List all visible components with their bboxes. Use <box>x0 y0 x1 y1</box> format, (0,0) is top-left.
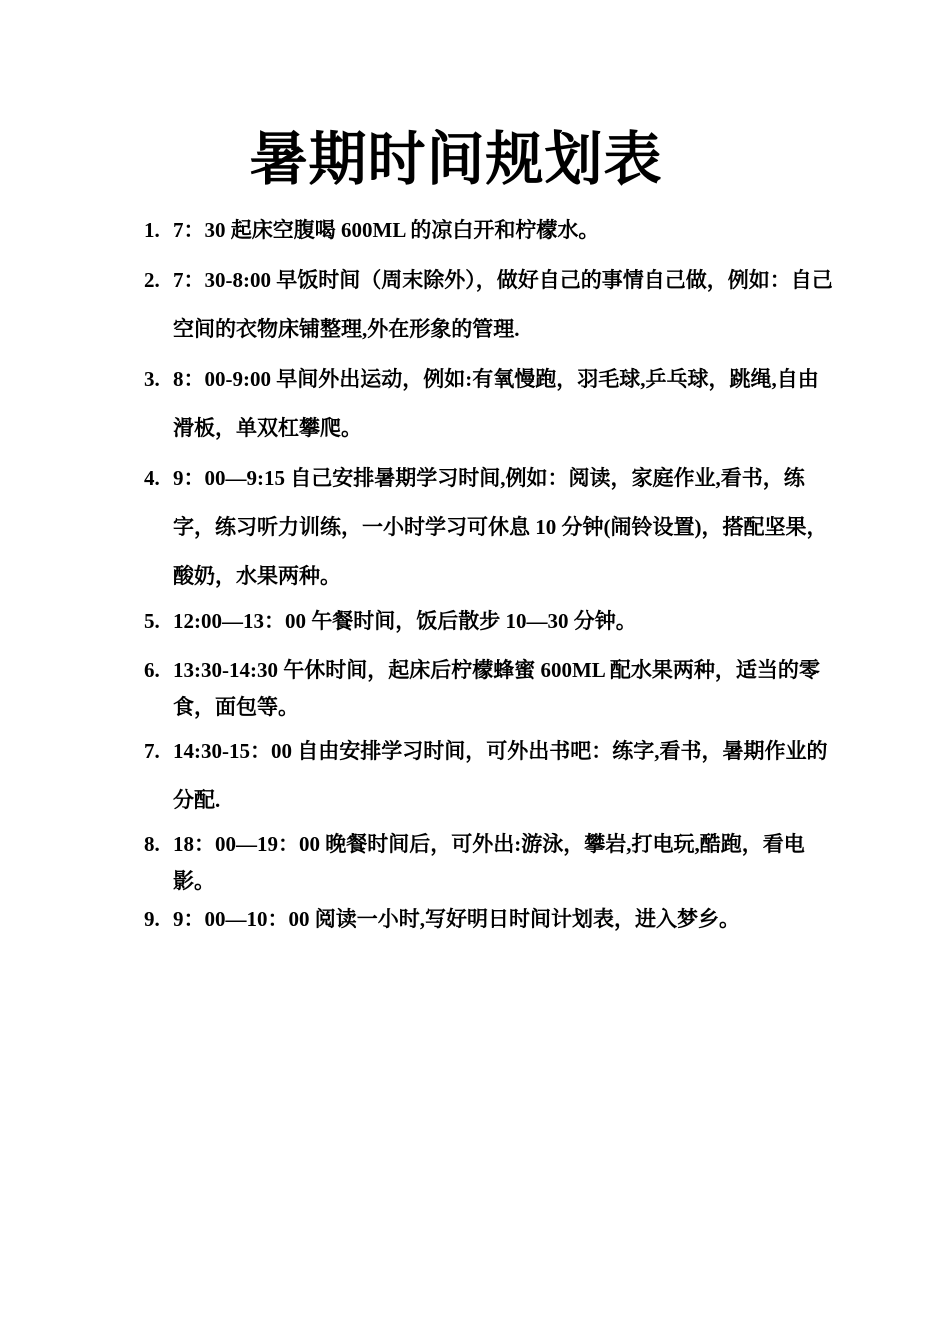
list-item <box>144 652 834 726</box>
list-item-text: 18：00—19：00 晚餐时间后，可外出:游泳，攀岩,打电玩,酷跑，看电影。 <box>173 832 805 893</box>
list-item-number: 1. <box>144 218 160 242</box>
list-item-text: 7：30 起床空腹喝 600ML 的凉白开和柠檬水。 <box>173 218 600 242</box>
list-item-text: 13:30-14:30 午休时间，起床后柠檬蜂蜜 600ML 配水果两种，适当的零食，面包等。 <box>173 658 820 719</box>
list-item-number: 8. <box>144 832 160 856</box>
list-item-text: 14:30-15：00 自由安排学习时间，可外出书吧：练字,看书，暑期作业的分配. <box>173 739 828 812</box>
list-item-number: 5. <box>144 609 160 633</box>
list-item-number: 9. <box>144 907 160 931</box>
list-item <box>144 727 834 825</box>
list-item-number: 6. <box>144 658 160 682</box>
list-item <box>144 602 834 640</box>
list-item-text: 9：00—9:15 自己安排暑期学习时间,例如：阅读，家庭作业,看书，练字，练习听力训练，一小时学习可休息 10 分钟(闹铃设置)，搭配坚果，酸奶，水果两种。 <box>173 466 828 588</box>
list-item-text: 9：00—10：00 阅读一小时,写好明日时间计划表，进入梦乡。 <box>173 907 740 931</box>
schedule-list <box>144 206 834 950</box>
list-item <box>144 454 834 601</box>
list-item-text: 12:00—13：00 午餐时间，饭后散步 10—30 分钟。 <box>173 609 637 633</box>
list-item <box>144 256 834 354</box>
list-item <box>144 826 834 900</box>
list-item-number: 2. <box>144 268 160 292</box>
list-item <box>144 355 834 453</box>
list-item-text: 8：00-9:00 早间外出运动，例如:有氧慢跑，羽毛球,乒乓球，跳绳,自由滑板，单双杠攀爬。 <box>173 367 819 440</box>
list-item-text: 7：30-8:00 早饭时间（周末除外），做好自己的事情自己做，例如：自己空间的衣物床铺整理,外在形象的管理. <box>173 268 833 341</box>
list-item <box>144 206 834 255</box>
list-item-number: 7. <box>144 739 160 763</box>
page-title: 暑期时间规划表 <box>249 127 663 192</box>
list-item-number: 3. <box>144 367 160 391</box>
list-item <box>144 900 834 938</box>
list-item-number: 4. <box>144 466 160 490</box>
